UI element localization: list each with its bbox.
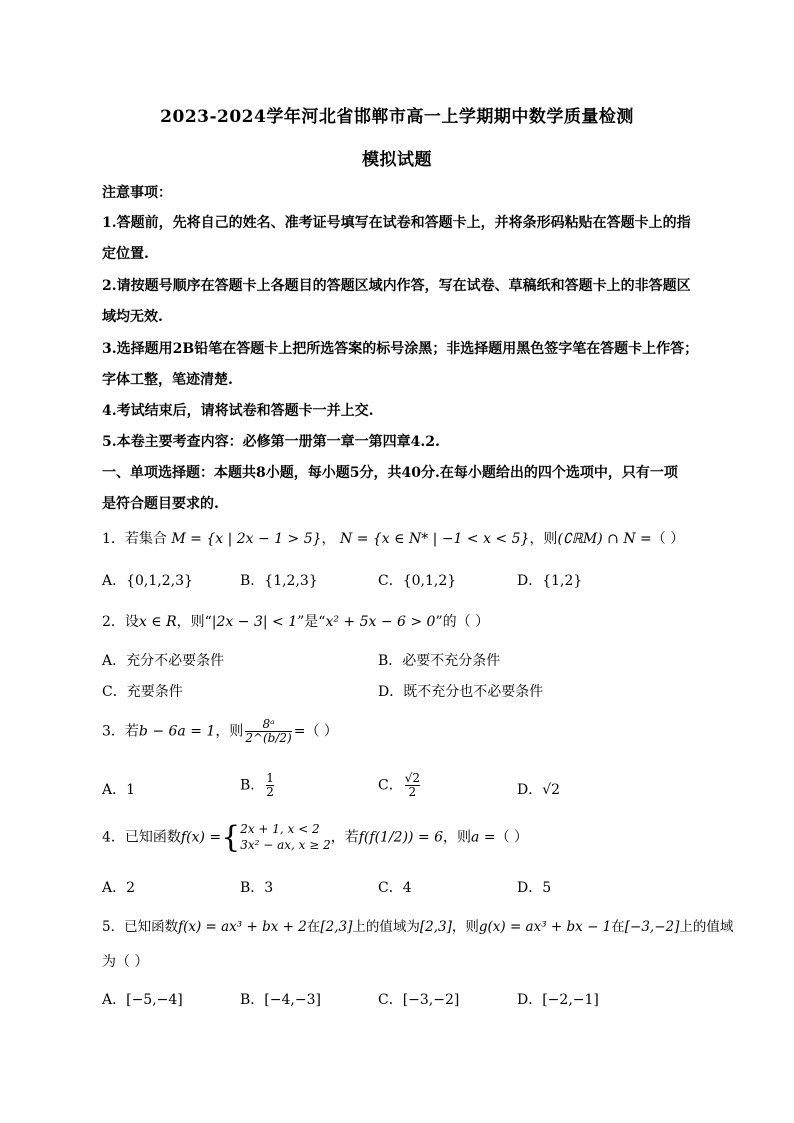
- q1-then: ，则: [529, 531, 558, 547]
- q3-suffix: =（ ）: [293, 723, 338, 740]
- q4-piecewise: [240, 822, 331, 853]
- notice-item-4: 4.考试结束后，请将试卷和答题卡一并上交.: [102, 403, 374, 419]
- q4-prefix: 4．已知函数: [102, 829, 181, 846]
- q5-interval-1: [2,3]: [320, 919, 353, 935]
- q2-option-b: B．必要不充分条件: [378, 653, 501, 669]
- q1-prefix: 1．若集合: [102, 531, 167, 547]
- q3-denominator: 2^(b/2): [245, 731, 292, 746]
- q4-option-a: A．2: [102, 880, 136, 896]
- exam-title: 2023-2024学年河北省邯郸市高一上学期期中数学质量检测: [160, 107, 634, 127]
- q5-line-2: 为（ ）: [102, 954, 149, 970]
- q5-t5: 上的值域: [679, 919, 734, 935]
- q1-option-c: C．{0,1,2}: [378, 573, 457, 589]
- q1-option-b: B．{1,2,3}: [240, 573, 318, 589]
- q4-case-2: 3x² − ax, x ≥ 2: [240, 837, 331, 852]
- q3-option-c-label: C．: [378, 777, 403, 794]
- notice-item-2-cont: 域均无效.: [102, 309, 163, 325]
- question-2: [102, 611, 489, 631]
- q4-function: f(x) =: [180, 829, 222, 846]
- q3-fraction: [245, 718, 291, 745]
- q4-option-b: B．3: [240, 880, 274, 896]
- q1-set-m: M = {x | 2x − 1 > 5}: [171, 531, 322, 547]
- q5-g: g(x) = ax³ + bx − 1: [478, 919, 612, 935]
- q5-t3: ，则: [451, 919, 479, 935]
- notice-item-5: 5.本卷主要考查内容：必修第一册第一章一第四章4.2.: [102, 434, 440, 450]
- question-4: 4．已知函数f(x) ={ 2x + 1, x < 2 3x² − ax, x ≥ 2 ，若f(f(1/2)) = 6，则a =（ ）: [102, 819, 529, 855]
- exam-subtitle: 模拟试题: [362, 150, 432, 170]
- q2-option-d: D．既不充分也不必要条件: [378, 684, 544, 700]
- q2-condition-2: x² + 5x − 6 > 0: [325, 614, 436, 630]
- q3-option-c: [378, 772, 422, 799]
- q3-option-b-label: B．: [240, 777, 265, 794]
- q2-condition-1: |2x − 3| < 1: [211, 614, 298, 630]
- q3-option-c-den: 2: [408, 785, 417, 800]
- q2-domain: x ∈ R: [138, 614, 177, 630]
- q5-interval-3: [−3,−2]: [624, 919, 680, 935]
- q5-t1: 在: [306, 919, 321, 935]
- question-3: [102, 718, 338, 745]
- q3-option-b-den: 2: [266, 785, 274, 800]
- section-heading-cont: 是符合题目要求的.: [102, 496, 219, 512]
- q3-option-a: A．1: [102, 782, 136, 798]
- q3-option-c-num: √2: [404, 771, 420, 785]
- q4-case-1: 2x + 1, x < 2: [240, 822, 320, 836]
- notice-heading: 注意事项：: [102, 185, 172, 201]
- q5-prefix: 5．已知函数: [102, 919, 179, 935]
- q4-a: a =: [471, 829, 496, 846]
- q2-text-4: ”的（ ）: [435, 614, 490, 630]
- q2-option-a: A．充分不必要条件: [102, 653, 225, 669]
- q4-mid: ，若: [330, 829, 359, 846]
- q5-option-a: A．[−5,−4]: [102, 992, 183, 1008]
- q5-option-d: D．[−2,−1]: [517, 992, 599, 1008]
- q1-set-n: N = {x ∈ N* | −1 < x < 5}: [340, 531, 530, 547]
- q1-option-d: D．{1,2}: [517, 573, 583, 589]
- q1-paren: （ ）: [651, 531, 685, 547]
- notice-item-1: 1.答题前，先将自己的姓名、准考证号填写在试卷和答题卡上，并将条形码粘贴在答题卡上的指: [102, 215, 691, 231]
- q2-text-2: ，则“: [176, 614, 212, 630]
- q3-option-d: D．√2: [517, 782, 561, 798]
- section-heading: 一、单项选择题：本题共8小题，每小题5分，共40分.在每小题给出的四个选项中，只有一项: [102, 465, 678, 481]
- q5-interval-2: [2,3]: [419, 919, 452, 935]
- q5-option-b: B．[−4,−3]: [240, 992, 321, 1008]
- q4-option-d: D．5: [517, 880, 552, 896]
- question-5: [102, 915, 733, 935]
- q4-then: ，则: [443, 829, 472, 846]
- q3-numerator: 8ᵃ: [262, 717, 275, 731]
- notice-item-3: 3.选择题用2B铅笔在答题卡上把所选答案的标号涂黑；非选择题用黑色签字笔在答题卡上作答；: [102, 341, 699, 357]
- q5-f: f(x) = ax³ + bx + 2: [178, 919, 307, 935]
- q3-prefix: 3．若: [102, 723, 139, 740]
- q3-option-b-num: 1: [266, 771, 274, 785]
- q2-text-3: ”是“: [297, 614, 326, 630]
- notice-item-3-cont: 字体工整，笔迹清楚.: [102, 372, 233, 388]
- q5-option-c: C．[−3,−2]: [378, 992, 460, 1008]
- notice-item-1-cont: 定位置.: [102, 246, 149, 262]
- q4-expression: f(f(1/2)) = 6: [358, 829, 444, 846]
- q3-condition: b − 6a = 1: [138, 723, 216, 740]
- q3-option-b: [240, 772, 276, 799]
- q4-option-c: C．4: [378, 880, 412, 896]
- q5-t2: 上的值域为: [352, 919, 420, 935]
- q2-option-c: C．充要条件: [102, 684, 183, 700]
- q2-text-1: 2．设: [102, 614, 139, 630]
- q4-paren: （ ）: [495, 829, 529, 846]
- q1-expression: (∁ℝM) ∩ N =: [557, 531, 652, 547]
- question-1: 1．若集合 M = {x | 2x − 1 > 5}， N = {x ∈ N* | −1 < x < 5}，则(∁ℝM) ∩ N =（ ）: [102, 531, 685, 547]
- q1-option-a: A．{0,1,2,3}: [102, 573, 193, 589]
- q5-t4: 在: [611, 919, 625, 935]
- q3-then: ，则: [215, 723, 244, 740]
- notice-item-2: 2.请按题号顺序在答题卡上各题目的答题区域内作答，写在试卷、草稿纸和答题卡上的非答题区: [102, 278, 691, 294]
